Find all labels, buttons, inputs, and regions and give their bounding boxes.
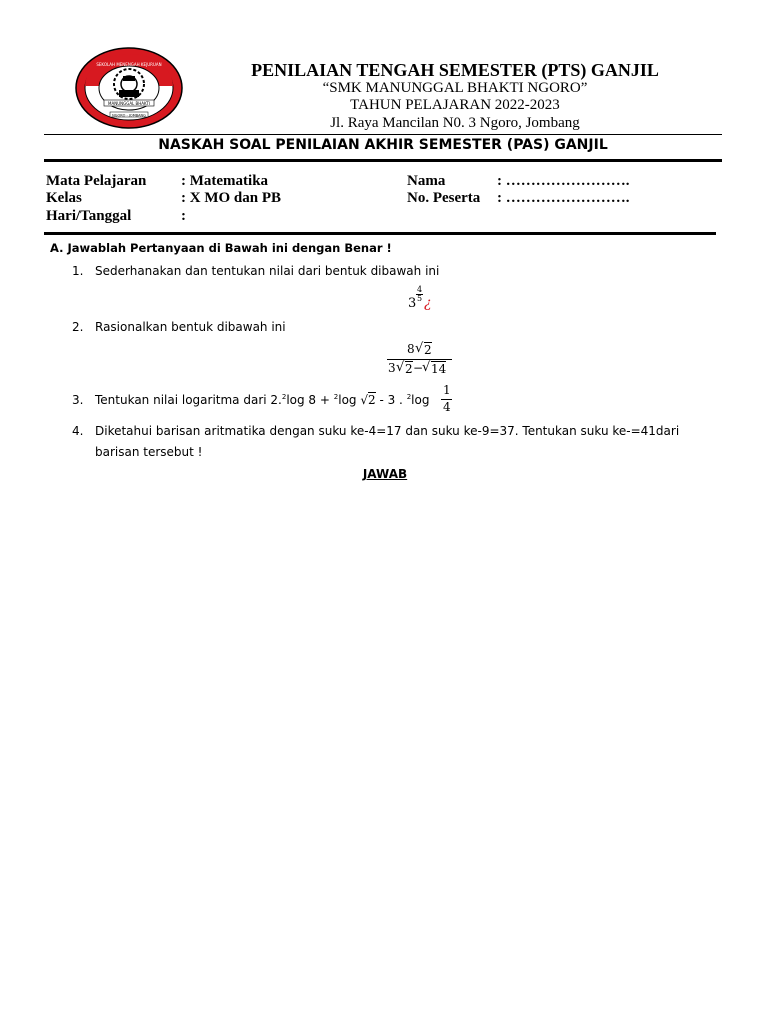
header-school: “SMK MANUNGGAL BHAKTI NGORO” (322, 80, 588, 96)
question-text: Sederhanakan dan tentukan nilai dari bentuk dibawah ini (95, 264, 440, 278)
question-number: 2. (72, 320, 84, 334)
q3-text-c: log (338, 393, 361, 407)
header-divider (44, 134, 722, 135)
q3-frac-num: 1 (443, 383, 451, 397)
question-4-line-1: Diketahui barisan aritmatika dengan suku ke-4=17 dan suku ke-9=37. Tentukan suku ke-=41dari (95, 424, 680, 438)
title-divider (44, 159, 722, 162)
q3-text-b: log 8 + (286, 393, 334, 407)
school-logo (74, 46, 184, 130)
q2-root-value: 2 (424, 343, 432, 357)
q2-root-symbol-2: √ (396, 360, 405, 375)
question-1-expression (408, 284, 448, 314)
q1-glyph: ¿ (424, 295, 432, 311)
q3-sup-2: 2 (333, 393, 339, 401)
kelas-label: Kelas (46, 190, 82, 206)
q3-frac-den: 4 (443, 400, 451, 414)
q3-text-a: Tentukan nilai logaritma dari 2. (95, 393, 282, 407)
q3-fraction (441, 383, 453, 415)
nama-field[interactable]: : ……………………. (497, 173, 630, 189)
question-4-line-2: barisan tersebut ! (95, 445, 203, 459)
q1-base: 3 (408, 296, 417, 311)
q2-den-root: 2 (405, 362, 413, 376)
q2-den-b: 14 (431, 362, 447, 376)
logo-text-bottom: NGORO - JOMBANG (112, 113, 146, 118)
section-heading: A. Jawablah Pertanyaan di Bawah ini dengan Benar ! (50, 241, 392, 255)
q3-text-e: log (411, 393, 434, 407)
naskah-title: NASKAH SOAL PENILAIAN AKHIR SEMESTER (PAS) GANJIL (158, 137, 608, 153)
q2-root-symbol: √ (415, 341, 424, 356)
question-2-expression (384, 339, 454, 379)
question-3-text (95, 393, 433, 407)
hari-value: : (181, 208, 186, 224)
question-number: 3. (72, 393, 84, 407)
q2-root-symbol-3: √ (422, 360, 431, 375)
kelas-value: : X MO dan PB (181, 190, 282, 206)
q2-num: 8 (407, 342, 415, 356)
mapel-value: : Matematika (181, 173, 269, 189)
q3-root-value: 2 (368, 393, 376, 407)
peserta-label: No. Peserta (407, 190, 481, 206)
question-text: Rasionalkan bentuk dibawah ini (95, 320, 286, 334)
header-title: PENILAIAN TENGAH SEMESTER (PTS) GANJIL (251, 60, 659, 80)
q2-den-a: 3 (388, 361, 396, 375)
header-year: TAHUN PELAJARAN 2022-2023 (350, 97, 560, 113)
q3-root-symbol: √ (360, 393, 368, 407)
hari-label: Hari/Tanggal (46, 208, 132, 224)
question-number: 1. (72, 264, 84, 278)
q3-text-d: - 3 . (375, 393, 407, 407)
jawab-heading: JAWAB (362, 467, 408, 481)
peserta-field[interactable]: : ……………………. (497, 190, 630, 206)
info-divider (44, 232, 716, 235)
logo-text-middle: MANUNGGAL BHAKTI (108, 101, 150, 106)
q3-sup-3: 2 (406, 393, 412, 401)
question-number: 4. (72, 424, 84, 438)
logo-text-top: SEKOLAH MENENGAH KEJURUAN (96, 62, 162, 67)
q2-den-op: − (413, 361, 424, 375)
mapel-label: Mata Pelajaran (46, 173, 147, 189)
q3-sup-1: 2 (281, 393, 287, 401)
header-address: Jl. Raya Mancilan N0. 3 Ngoro, Jombang (330, 115, 580, 131)
q1-exp-num: 4 (417, 285, 423, 294)
nama-label: Nama (407, 173, 446, 189)
q1-exp-den: 5 (417, 294, 423, 303)
